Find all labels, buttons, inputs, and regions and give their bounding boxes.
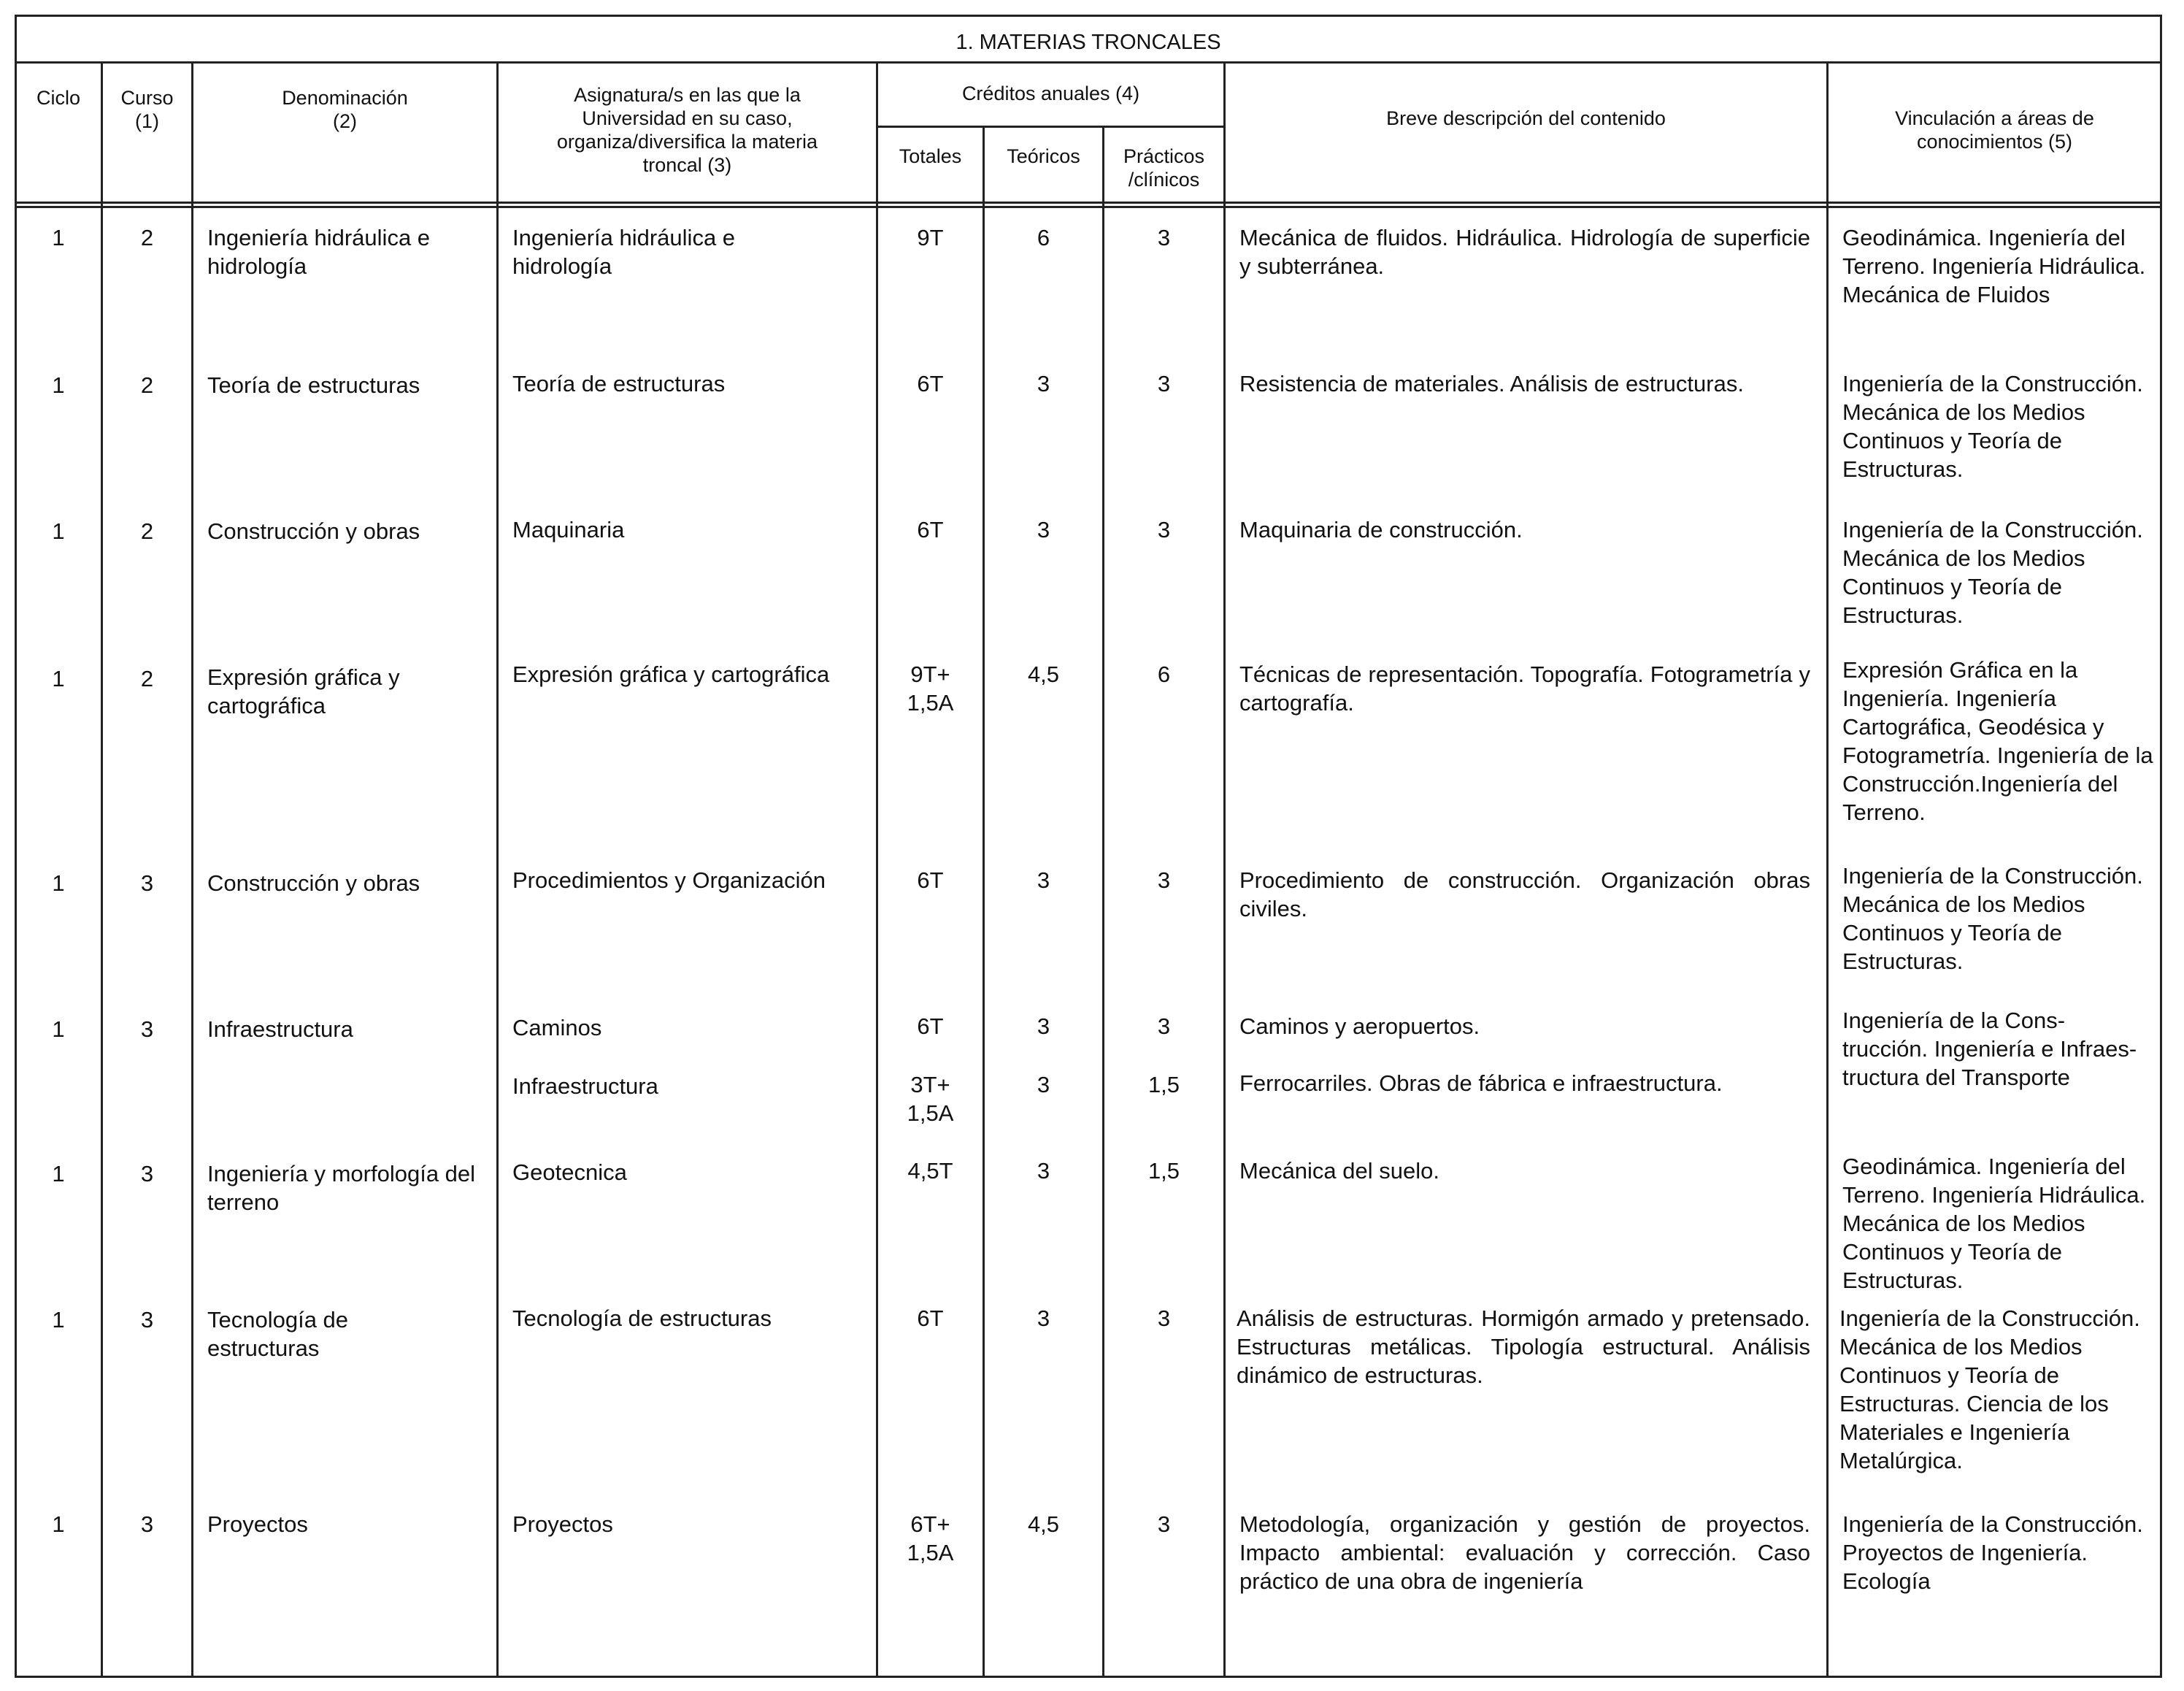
col-divider-teoricos: [1102, 126, 1104, 1678]
cell-ciclo: 1: [52, 1307, 65, 1333]
cell-denominacion: Construcción y obras: [207, 518, 420, 544]
cell-descripcion: Análisis de estructuras. Hormigón armado y pretensado. Estructuras metálicas. Tipología estructural. Análisis dinámico de estructuras.: [1237, 1305, 1810, 1388]
col-divider-curso: [191, 61, 193, 1678]
header-denominacion: Denominación (2): [282, 87, 408, 132]
cell-vinculacion: Ingeniería de la Construcción. Mecánica de los Medios Continuos y Teoría de Estructuras. Ciencia de los Materiales e Ingeniería Metalúrgica.: [1839, 1305, 2140, 1473]
cell-vinculacion: Ingeniería de la Construcción. Mecánica de los Medios Continuos y Teoría de Estructuras.: [1842, 863, 2143, 974]
cell-practicos: 3: [1157, 867, 1171, 893]
col-divider-totales: [983, 126, 985, 1678]
cell-descripcion: Ferrocarriles. Obras de fábrica e infraestructura.: [1239, 1070, 1723, 1096]
table-title: 1. MATERIAS TRONCALES: [956, 31, 1221, 54]
cell-vinculacion: Ingeniería de la Construcción. Mecánica de los Medios Continuos y Teoría de Estructuras.: [1842, 517, 2143, 628]
cell-totales: 6T: [917, 867, 944, 893]
cell-denominacion: Ingeniería hidráulica e hidrología: [207, 225, 431, 279]
cell-asignatura: Proyectos: [512, 1511, 613, 1537]
cell-totales: 6T: [917, 517, 944, 542]
cell-practicos: 1,5: [1147, 1158, 1180, 1184]
cell-totales: 6T+ 1,5A: [907, 1511, 954, 1565]
cell-asignatura: Teoría de estructuras: [512, 371, 726, 396]
cell-practicos: 3: [1157, 1013, 1171, 1039]
cell-descripcion: Metodología, organización y gestión de proyectos. Impacto ambiental: evaluación y corrección. Caso práctico de una obra de ingeniería: [1239, 1511, 1810, 1594]
cell-vinculacion: Geodinámica. Ingeniería del Terreno. Ingeniería Hidráulica. Mecánica de los Medios Continuos y Teoría de Estructuras.: [1842, 1154, 2146, 1293]
cell-totales: 6T: [917, 1305, 944, 1331]
header-curso: Curso (1): [120, 87, 174, 132]
cell-ciclo: 1: [52, 1161, 65, 1186]
cell-curso: 3: [140, 870, 154, 896]
cell-totales: 6T: [917, 371, 944, 396]
creditos-subheader-divider: [876, 126, 1223, 128]
cell-ciclo: 1: [52, 1511, 65, 1537]
cell-descripcion: Maquinaria de construcción.: [1239, 517, 1523, 542]
cell-curso: 2: [140, 225, 154, 250]
cell-denominacion: Infraestructura: [207, 1016, 353, 1042]
cell-totales: 4,5T: [907, 1158, 953, 1184]
cell-descripcion: Procedimiento de construcción. Organización obras civiles.: [1239, 867, 1810, 921]
cell-asignatura: Geotecnica: [512, 1159, 627, 1185]
header-divider: [15, 202, 2162, 204]
cell-asignatura: Tecnología de estructuras: [512, 1305, 772, 1331]
cell-teoricos: 3: [1037, 1072, 1050, 1097]
header-creditos: Créditos anuales (4): [961, 83, 1140, 104]
col-divider-denominacion: [496, 61, 499, 1678]
cell-descripcion: Técnicas de representación. Topografía. Fotogrametría y cartografía.: [1239, 662, 1810, 716]
cell-teoricos: 3: [1037, 517, 1050, 542]
cell-practicos: 3: [1157, 1511, 1171, 1537]
cell-totales: 9T: [917, 225, 944, 250]
cell-teoricos: 3: [1037, 1013, 1050, 1039]
cell-teoricos: 3: [1037, 371, 1050, 396]
header-teoricos: Teóricos: [1007, 145, 1080, 167]
cell-descripcion: Mecánica de fluidos. Hidráulica. Hidrología de superficie y subterránea.: [1239, 225, 1810, 279]
cell-curso: 2: [140, 666, 154, 691]
header-practicos: Prácticos /clínicos: [1123, 145, 1205, 191]
cell-practicos: 3: [1157, 225, 1171, 250]
col-divider-creditos: [1223, 61, 1226, 1678]
cell-denominacion: Ingeniería y morfología del terreno: [207, 1161, 476, 1215]
cell-totales: 3T+ 1,5A: [907, 1072, 954, 1126]
cell-asignatura: Ingeniería hidráulica e hidrología: [512, 225, 736, 279]
header-descripcion: Breve descripción del contenido: [1386, 107, 1666, 129]
cell-curso: 3: [140, 1016, 154, 1042]
cell-denominacion: Construcción y obras: [207, 870, 420, 896]
cell-totales: 9T+ 1,5A: [907, 662, 954, 716]
cell-ciclo: 1: [52, 518, 65, 544]
cell-vinculacion: Ingeniería de la Cons- trucción. Ingeniería e Infraes- tructura del Transporte: [1842, 1008, 2137, 1090]
cell-teoricos: 3: [1037, 1305, 1050, 1331]
cell-curso: 3: [140, 1307, 154, 1333]
col-divider-descripcion: [1826, 61, 1829, 1678]
cell-vinculacion: Ingeniería de la Construcción. Mecánica de los Medios Continuos y Teoría de Estructuras.: [1842, 371, 2143, 482]
header-asignatura: Asignatura/s en las que la Universidad en su caso, organiza/diversifica la materia troncal (3): [556, 84, 818, 176]
cell-vinculacion: Geodinámica. Ingeniería del Terreno. Ingeniería Hidráulica. Mecánica de Fluidos: [1842, 225, 2146, 307]
cell-vinculacion: Expresión Gráfica en la Ingeniería. Ingeniería Cartográfica, Geodésica y Fotogrametría. Ingeniería de la Construcción.Ingeniería del Terreno.: [1842, 657, 2153, 825]
cell-asignatura: Procedimientos y Organización: [512, 867, 826, 893]
header-divider-secondary: [15, 206, 2162, 208]
title-divider: [15, 61, 2162, 64]
cell-ciclo: 1: [52, 1016, 65, 1042]
cell-denominacion: Tecnología de estructuras: [207, 1307, 349, 1361]
cell-denominacion: Teoría de estructuras: [207, 372, 420, 398]
cell-ciclo: 1: [52, 870, 65, 896]
cell-practicos: 3: [1157, 517, 1171, 542]
header-ciclo: Ciclo: [36, 87, 80, 109]
cell-totales: 6T: [917, 1013, 944, 1039]
cell-asignatura: Infraestructura: [512, 1073, 658, 1099]
cell-teoricos: 3: [1037, 867, 1050, 893]
cell-teoricos: 4,5: [1027, 662, 1060, 687]
cell-ciclo: 1: [52, 666, 65, 691]
cell-ciclo: 1: [52, 372, 65, 398]
cell-curso: 3: [140, 1161, 154, 1186]
cell-curso: 2: [140, 518, 154, 544]
cell-denominacion: Expresión gráfica y cartográfica: [207, 664, 400, 718]
cell-practicos: 3: [1157, 371, 1171, 396]
cell-asignatura: Maquinaria: [512, 517, 625, 542]
cell-ciclo: 1: [52, 225, 65, 250]
cell-teoricos: 6: [1037, 225, 1050, 250]
cell-asignatura: Caminos: [512, 1015, 602, 1040]
cell-descripcion: Mecánica del suelo.: [1239, 1158, 1439, 1184]
cell-practicos: 6: [1157, 662, 1171, 687]
cell-teoricos: 4,5: [1027, 1511, 1060, 1537]
cell-practicos: 1,5: [1147, 1072, 1180, 1097]
cell-curso: 3: [140, 1511, 154, 1537]
cell-asignatura: Expresión gráfica y cartográfica: [512, 662, 830, 687]
cell-descripcion: Resistencia de materiales. Análisis de estructuras.: [1239, 371, 1744, 396]
cell-descripcion: Caminos y aeropuertos.: [1239, 1013, 1480, 1039]
cell-vinculacion: Ingeniería de la Construcción. Proyectos de Ingeniería. Ecología: [1842, 1511, 2143, 1594]
cell-teoricos: 3: [1037, 1158, 1050, 1184]
cell-practicos: 3: [1157, 1305, 1171, 1331]
header-vinculacion: Vinculación a áreas de conocimientos (5): [1895, 107, 2094, 153]
header-totales: Totales: [899, 145, 962, 167]
cell-denominacion: Proyectos: [207, 1511, 308, 1537]
cell-curso: 2: [140, 372, 154, 398]
